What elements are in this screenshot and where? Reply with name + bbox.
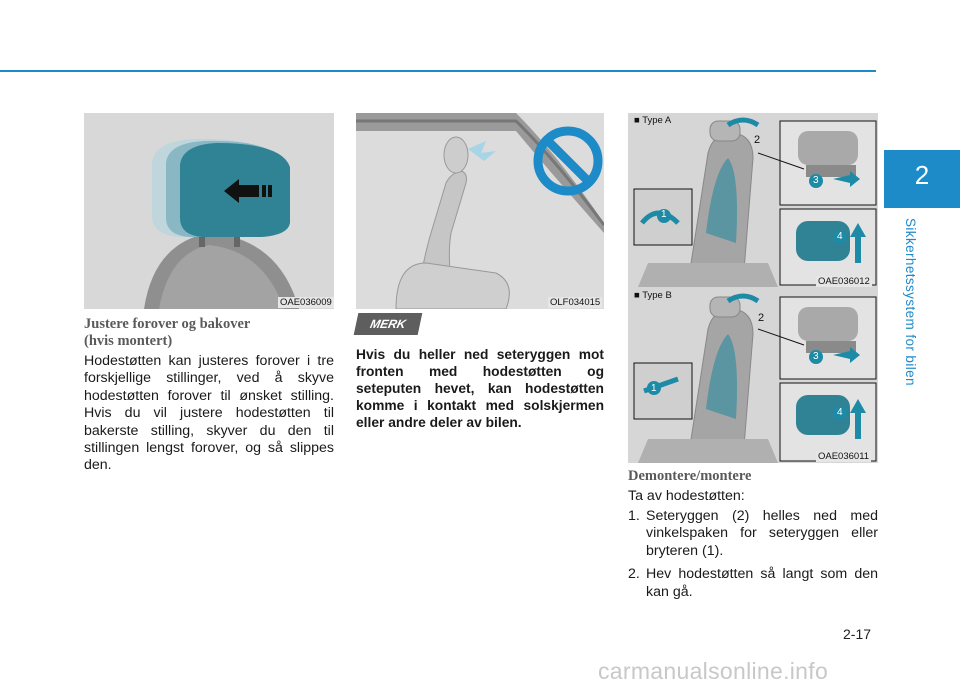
section-body: Hodestøtten kan justeres forover i tre forskjellige stillinger, ved å skyve hodestøtten forover til ønsket stilling. Hvis du vil justere hodestøtten til bakerste stilling, skyver du den til stillingen lengst forover, og så slippes den.	[84, 353, 334, 474]
chapter-title: Sikkerhetssystem for bilen	[903, 218, 918, 386]
callout-2-label: 2	[758, 312, 765, 324]
section-heading	[84, 316, 250, 350]
steps-list	[628, 508, 878, 607]
figure-type-a	[628, 113, 878, 287]
figure-code: OAE036009	[280, 297, 332, 308]
figure-code: OAE036012	[818, 276, 870, 287]
step-text: Seteryggen (2) helles ned med vinkelspaken for seteryggen eller bryteren (1).	[646, 508, 878, 559]
section-heading: Demontere/montere	[628, 468, 752, 484]
watermark: carmanualsonline.info	[598, 658, 829, 684]
figure-code: OLF034015	[550, 297, 601, 308]
list-item	[628, 566, 878, 601]
step-number: 1.	[628, 508, 640, 524]
list-item	[628, 508, 878, 560]
heading-line-1: Justere forover og bakover	[84, 316, 251, 332]
type-b-label: ■ Type B	[634, 290, 672, 301]
page-number: 2-17	[843, 626, 872, 642]
figure-type-b	[628, 287, 878, 463]
figure-sunvisor-warning	[356, 113, 604, 309]
type-a-label: ■ Type A	[634, 115, 672, 126]
callout-4-label: 4	[837, 407, 843, 418]
section-intro: Ta av hodestøtten:	[628, 488, 745, 504]
callout-2-label: 2	[754, 134, 761, 146]
header-rule	[0, 70, 876, 72]
step-text: Hev hodestøtten så langt som den kan gå.	[646, 566, 878, 600]
callout-3-label: 3	[813, 175, 819, 186]
step-number: 2.	[628, 566, 640, 583]
figure-headrest-adjust	[84, 113, 334, 309]
figure-code: OAE036011	[818, 451, 870, 462]
chapter-number: 2	[914, 160, 930, 190]
callout-1-label: 1	[661, 209, 667, 220]
note-text: Hvis du heller ned seteryggen mot fronten med hodestøtten og seteputen hevet, kan hodestøtten komme i kontakt med solskjermen eller andre deler av bilen.	[356, 347, 604, 430]
heading-line-2: (hvis montert)	[84, 333, 173, 349]
callout-3-label: 3	[813, 351, 819, 362]
note-label: MERK	[354, 313, 423, 335]
callout-4-label: 4	[837, 231, 843, 242]
callout-1-label: 1	[651, 383, 657, 394]
